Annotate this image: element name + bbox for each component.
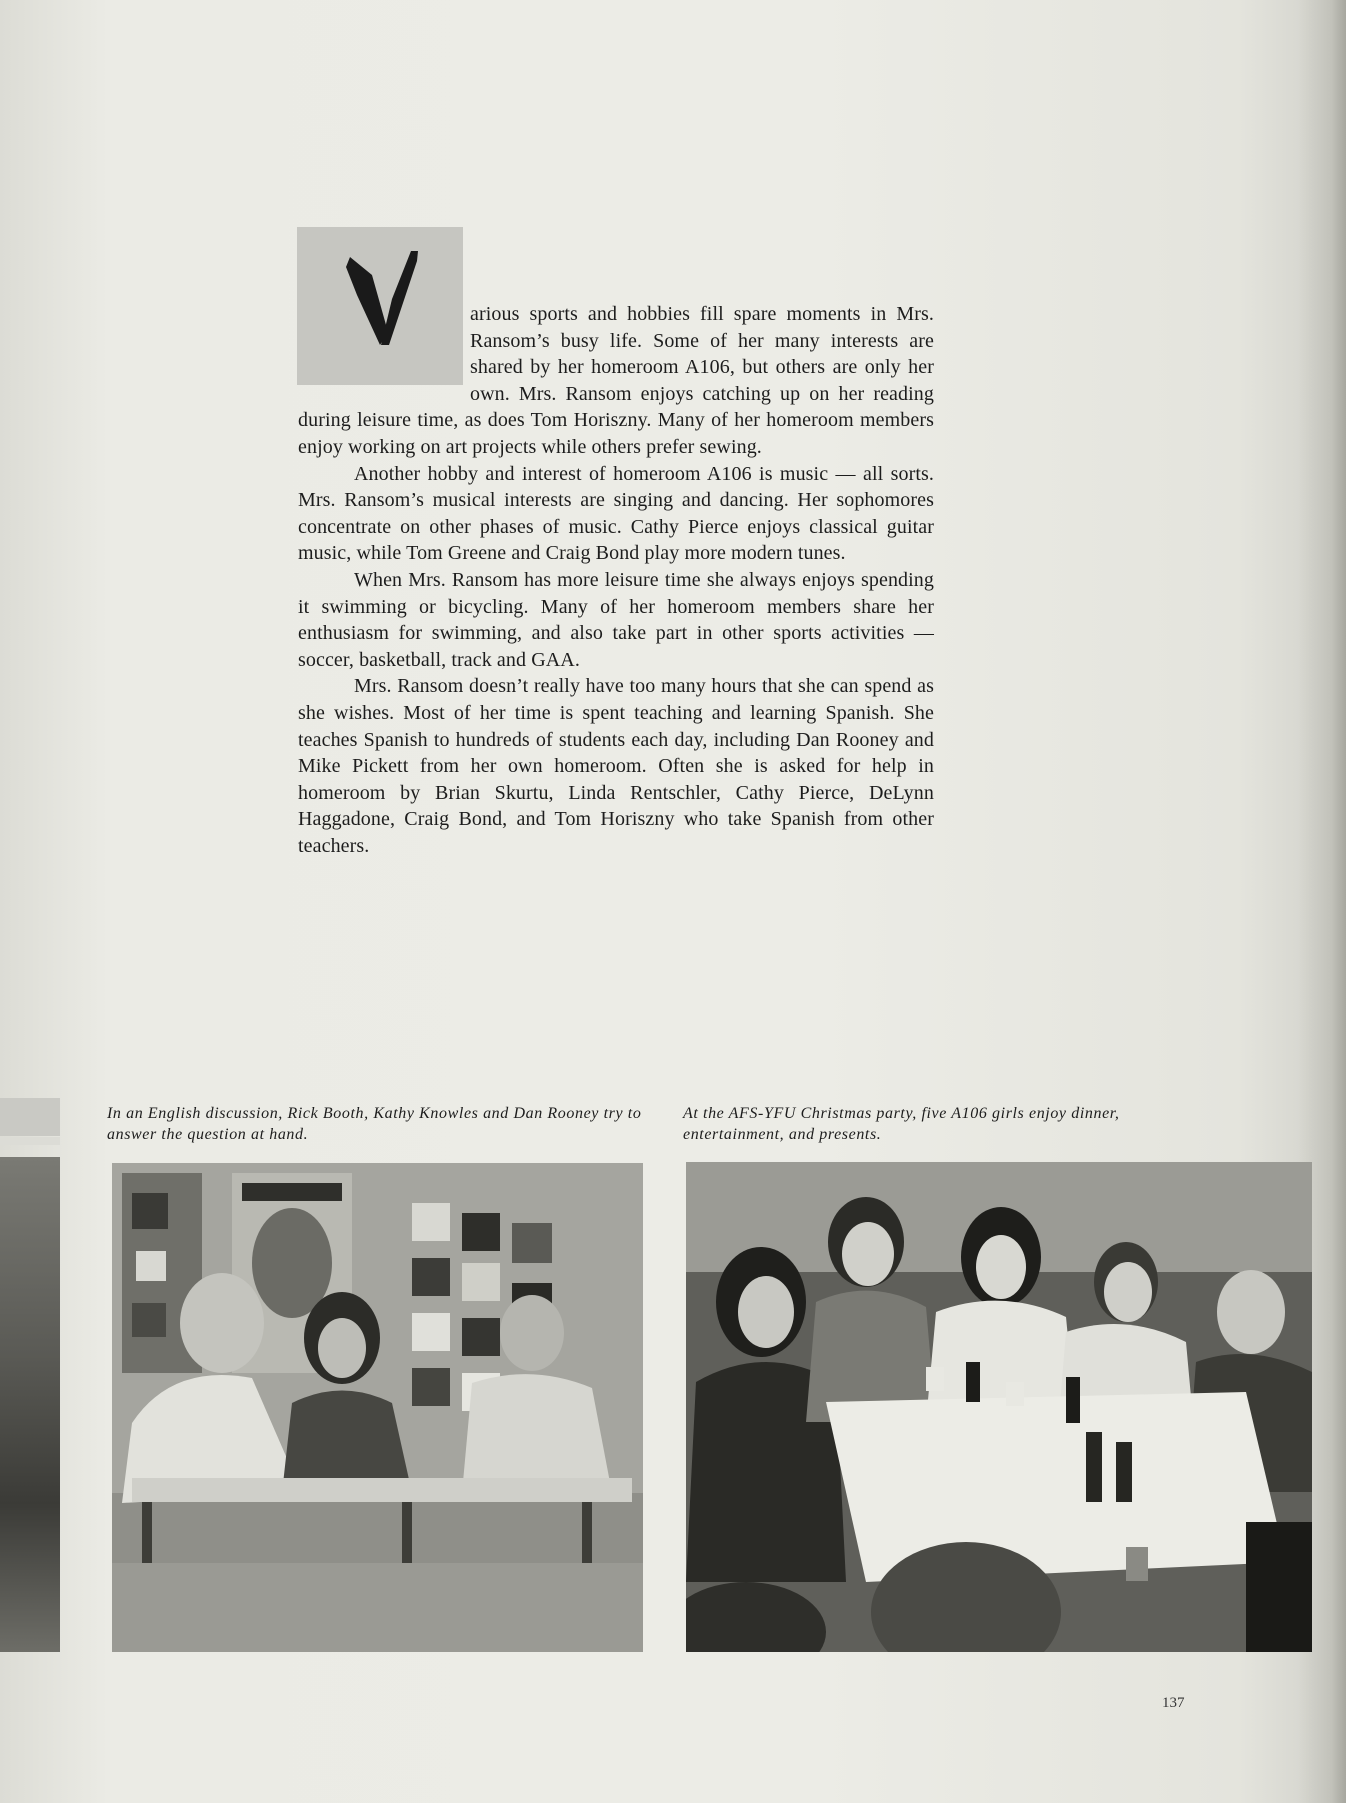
paragraph-2: Another hobby and interest of homeroom A106 is music — all sorts. Mrs. Ransom’s musical interests are singing and dancing. Her sophomores concentrate on other phases of music. Cathy Pierce enjoys classical guitar music, while Tom Greene and Craig Bond play more modern tunes. bbox=[298, 462, 934, 565]
edge-bar bbox=[0, 1098, 60, 1136]
right-photo-caption: At the AFS-YFU Christmas party, five A106 girls enjoy dinner, entertainment, and presents. bbox=[683, 1105, 1120, 1143]
paragraph-1 bbox=[298, 301, 934, 461]
article-body bbox=[298, 301, 934, 859]
edge-bar-light bbox=[0, 1137, 60, 1145]
paragraph-3: When Mrs. Ransom has more leisure time she always enjoys spending it swimming or bicycling. Many of her homeroom members share her enthusiasm for swimming, and also take part in other sports activities — soccer, basketball, track and GAA. bbox=[298, 568, 934, 671]
christmas-party-photo bbox=[686, 1162, 1312, 1652]
left-photo-caption: In an English discussion, Rick Booth, Kathy Knowles and Dan Rooney try to answer the question at hand. bbox=[107, 1105, 642, 1143]
paragraph-1-text: arious sports and hobbies fill spare moments in Mrs. Ransom’s busy life. Some of her many interests are shared by her homeroom A106, but others are only her own. Mrs. Ransom enjoys catching up on her reading during leisure time, as does Tom Horiszny. Many of her homeroom members enjoy working on art projects while others prefer sewing. bbox=[298, 303, 934, 458]
page-number: 137 bbox=[1162, 1695, 1185, 1711]
paragraph-4: Mrs. Ransom doesn’t really have too many hours that she can spend as she wishes. Most of her time is spent teaching and learning Spanish. She teaches Spanish to hundreds of students each day, including Dan Rooney and Mike Pickett from her own homeroom. Often she is asked for help in homeroom by Brian Skurtu, Linda Rentschler, Cathy Pierce, DeLynn Haggadone, Craig Bond, and Tom Horiszny who take Spanish from other teachers. bbox=[298, 675, 934, 857]
drop-cap-spacer bbox=[298, 301, 470, 381]
classroom-discussion-photo bbox=[112, 1163, 643, 1652]
adjacent-page-photo-edge bbox=[0, 1157, 60, 1652]
